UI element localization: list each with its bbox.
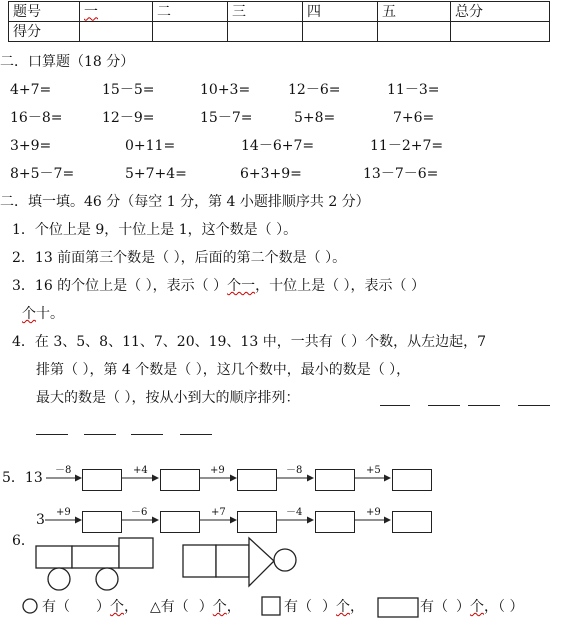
square-count	[284, 598, 364, 616]
oral-problem: 13－7－6=	[363, 166, 439, 182]
answer-box[interactable]	[82, 469, 122, 491]
count-text: ，	[226, 599, 241, 615]
question-3-text: 个一	[227, 278, 256, 294]
operator-label: －6	[131, 507, 148, 518]
answer-box[interactable]	[82, 511, 122, 533]
oral-problem: 5+8=	[294, 110, 336, 126]
oral-problem: 12－6=	[288, 82, 341, 98]
count-text: ，（ ）	[484, 599, 524, 615]
operator-label: +5	[366, 465, 381, 476]
answer-box[interactable]	[315, 469, 355, 491]
score-header-cell: 题号	[9, 2, 80, 22]
answer-box[interactable]	[392, 469, 432, 491]
answer-box[interactable]	[237, 469, 277, 491]
oral-problem: 3+9=	[10, 138, 52, 154]
oral-problem: 10+3=	[200, 82, 251, 98]
operator-label: +4	[133, 465, 148, 476]
oral-problem: 14－6+7=	[241, 138, 315, 154]
question-5-row-2-start: 3	[36, 512, 45, 528]
operator-label: －4	[286, 507, 303, 518]
question-5-label: 5．13	[2, 470, 43, 486]
count-text: 有（	[42, 599, 70, 615]
oral-problem: 6+3+9=	[240, 166, 302, 182]
count-text: ）	[456, 599, 470, 615]
count-text: 有（	[420, 599, 448, 615]
count-unit: 个	[110, 599, 124, 615]
oral-problem: 16－8=	[10, 110, 63, 126]
oral-problem: 4+7=	[10, 82, 52, 98]
count-text: ）	[198, 599, 213, 615]
rocket-figure	[183, 538, 296, 586]
score-header-cell: 五	[378, 2, 451, 22]
score-header-cell: 二	[153, 2, 228, 22]
section-oral-title: 二．口算题（18 分）	[0, 54, 135, 70]
triangle-icon: △	[150, 599, 161, 615]
answer-box[interactable]	[315, 511, 355, 533]
oral-problem: 8+5－7=	[10, 166, 75, 182]
circle-icon	[23, 599, 37, 613]
answer-box[interactable]	[160, 511, 200, 533]
operator-label: +7	[211, 507, 226, 518]
oral-problem: 5+7+4=	[125, 166, 187, 182]
circle-count	[42, 598, 138, 616]
count-unit: 个	[212, 599, 227, 615]
square-icon	[262, 597, 280, 615]
count-text: 有（	[284, 599, 312, 615]
count-text: ）	[322, 599, 336, 615]
oral-problem: 11－2+7=	[370, 138, 444, 154]
oral-problem: 11－3=	[387, 82, 440, 98]
question-3-text: 十。	[36, 306, 64, 322]
count-unit: 个	[470, 599, 484, 615]
count-unit: 个	[336, 599, 350, 615]
question-3-text: 3．16 的个位上是（ ），表示（ ）	[12, 278, 228, 294]
question-3-text: ，十位上是（ ），表示（ ）	[255, 278, 425, 294]
oral-problem: 15－5=	[102, 82, 155, 98]
score-header-cell: 总分	[451, 2, 550, 22]
question-6-label: 6．	[12, 533, 35, 549]
rectangle-count	[420, 598, 523, 616]
score-row-label: 得分	[9, 22, 80, 42]
score-header-cell: 四	[303, 2, 378, 22]
answer-box[interactable]	[392, 511, 432, 533]
answer-box[interactable]	[160, 469, 200, 491]
question-3-text: 个	[22, 306, 36, 322]
car-figure	[36, 538, 153, 590]
question-1: 1．个位上是 9，十位上是 1，这个数是（ ）。	[12, 222, 298, 238]
count-text: ，	[350, 599, 364, 615]
oral-problem: 15－7=	[200, 110, 253, 126]
score-header-cell: 三	[228, 2, 303, 22]
operator-label: －8	[286, 465, 303, 476]
score-header-text: 一	[84, 3, 98, 20]
question-4-line-1: 4．在 3、5、8、11、7、20、19、13 中，一共有（ ）个数，从左边起，7	[12, 334, 487, 350]
rectangle-icon	[378, 598, 418, 617]
operator-label: +9	[56, 507, 71, 518]
operator-label: +9	[210, 465, 225, 476]
count-text: ）	[96, 599, 110, 615]
count-text: 有（	[160, 599, 189, 615]
question-4-line-3: 最大的数是（ ），按从小到大的顺序排列：	[36, 390, 300, 406]
oral-problem: 7+6=	[393, 110, 435, 126]
oral-problem: 12－9=	[102, 110, 155, 126]
answer-box[interactable]	[237, 511, 277, 533]
triangle-count	[150, 598, 241, 616]
oral-problem: 0+11=	[125, 138, 176, 154]
question-4-line-2: 排第（ ），第 4 个数是（ ），这几个数中，最小的数是（ ），	[36, 362, 411, 378]
operator-label: －8	[55, 465, 72, 476]
section-fill-title: 二．填一填。46 分（每空 1 分，第 4 小题排顺序共 2 分）	[0, 194, 370, 210]
operator-label: +9	[366, 507, 381, 518]
question-2: 2．13 前面第三个数是（ ），后面的第二个数是（ ）。	[12, 250, 347, 266]
count-text: ，	[124, 599, 138, 615]
